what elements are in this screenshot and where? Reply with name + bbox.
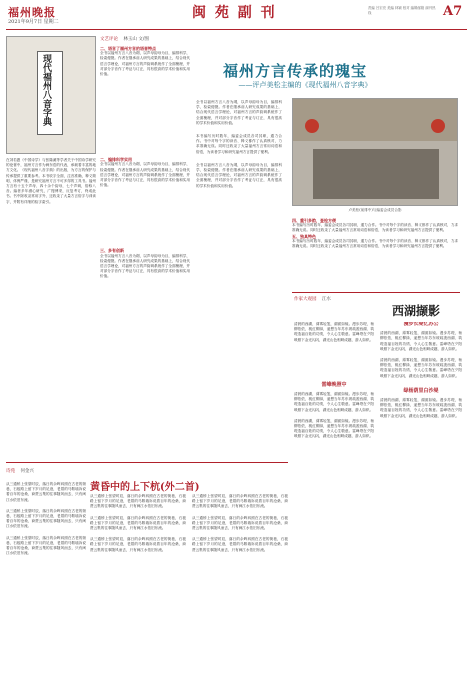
body-paragraph: 全书以福州方言八音为纲，以声母韵母为目，编排科学，检索便捷。作者在继承前人研究成果的基础上，结合现代语言学理论，对福州方言的声韵调系统作了全面梳理，并对部分字音作了考证与订正，具有很高的学术价值和实用价值。 [196,162,282,188]
page-number: A7 [443,4,463,19]
section-heading-4: 四、重引多韵，查检方便 [292,218,336,223]
book-cover-image [6,36,96,154]
westlake-tag: 作家大观园 江水 [294,297,331,302]
section-divider [6,462,288,463]
editor-info: 责编 吕宏亮 美编 林颖 校对 编辑邮箱 副刊热线 [368,6,436,15]
body-paragraph: 清晨的西湖，薄雾轻笼，湖面如镜。漫步苏堤，杨柳依依，桃红柳绿，遥想当年苏东坡疏浚西湖、筑堤造福百姓的功绩，令人心生敬意。雷峰塔在夕阳映照下金光闪闪，湖光山色相映成趣，游人如织。 [380,398,462,418]
book-title-vertical: 现代福州八音字典 [41,54,51,126]
westlake-body-left [294,322,374,690]
poem-body-mid [90,494,186,690]
body-paragraph: 清晨的西湖，薄雾轻笼，湖面如镜。漫步苏堤，杨柳依依，桃红柳绿，遥想当年苏东坡疏浚西湖、筑堤造福百姓的功绩，令人心生敬意。雷峰塔在夕阳映照下金光闪闪，湖光山色相映成趣，游人如织。 [294,322,374,342]
group-photo [292,98,458,206]
westlake-title: 西湖撷影 [392,304,441,318]
section-heading-2: 二、编排科学实用 [100,157,132,163]
poem-body-right [192,494,288,690]
poem-title: 黄昏中的上下杭(外二首) [90,482,200,493]
body-paragraph: 清晨的西湖，薄雾轻笼，湖面如镜。漫步苏堤，杨柳依依，桃红柳绿，遥想当年苏东坡疏浚西湖、筑堤造福百姓的功绩，令人心生敬意。雷峰塔在夕阳映照下金光闪闪，湖光山色相映成趣，游人如织。 [294,392,374,412]
poem-stanza: 从三通桥上张望时辰，落日的余晖斜照在古老的街巷，石板路上留下岁月的足迹，老厝的马鞍墙诉说着百年的沧桑，商贾云集的往事随风而去，只有闽江水依旧东流。 [90,494,186,509]
section-brand: 闽 苑 副 刊 [192,5,277,21]
subheading-leifeng: 雷峰晚照中 [321,381,347,388]
section-heading-3: 三、多有创新 [100,248,124,254]
body-paragraph: 全书以福州方言八音为纲，以声母韵母为目，编排科学，检索便捷。作者在继承前人研究成果的基础上，结合现代语言学理论，对福州方言的声韵调系统作了全面梳理，并对部分字音作了考证与订正，具有很高的学术价值和实用价值。 [100,162,190,188]
poem-stanza: 从三通桥上张望时辰，落日的余晖斜照在古老的街巷，石板路上留下岁月的足迹，老厝的马鞍墙诉说着百年的沧桑，商贾云集的往事随风而去，只有闽江水依旧东流。 [192,537,288,552]
section-heading-5: 五、独具特色 [292,233,316,239]
body-paragraph: 全书以福州方言八音为纲，以声母韵母为目，编排科学，检索便捷。作者在继承前人研究成果的基础上，结合现代语言学理论，对福州方言的声韵调系统作了全面梳理，并对部分字音作了考证与订正，具有很高的学术价值和实用价值。 [196,100,282,125]
newspaper-logo: 福州晚报 [8,6,56,19]
poem-stanza: 从三通桥上张望时辰，落日的余晖斜照在古老的街巷，石板路上留下岁月的足迹，老厝的马鞍墙诉说着百年的沧桑，商贾云集的往事随风而去，只有闽江水依旧东流。 [90,537,186,552]
poem-stanza: 从三通桥上张望时辰，落日的余晖斜照在古老的街巷，石板路上留下岁月的足迹，老厝的马鞍墙诉说着百年的沧桑，商贾云集的往事随风而去，只有闽江水依旧东流。 [192,494,288,509]
westlake-body-right [380,322,462,690]
poem-stanza: 从三通桥上张望时辰，落日的余晖斜照在古老的街巷，石板路上留下岁月的足迹，老厝的马鞍墙诉说着百年的沧桑，商贾云集的往事随风而去，只有闽江水依旧东流。 [6,535,86,556]
body-paragraph: 清晨的西湖，薄雾轻笼，湖面如镜。漫步苏堤，杨柳依依，桃红柳绿，遥想当年苏东坡疏浚西湖、筑堤造福百姓的功绩，令人心生敬意。雷峰塔在夕阳映照下金光闪闪，湖光山色相映成趣，游人如织。 [380,358,462,378]
poem-stanza: 从三通桥上张望时辰，落日的余晖斜照在古老的街巷，石板路上留下岁月的足迹，老厝的马鞍墙诉说着百年的沧桑，商贾云集的往事随风而去，只有闽江水依旧东流。 [6,508,86,529]
body-paragraph: 全书以福州方言八音为纲，以声母韵母为目，编排科学，检索便捷。作者在继承前人研究成果的基础上，结合现代语言学理论，对福州方言的声韵调系统作了全面梳理，并对部分字音作了考证与订正，具有很高的学术价值和实用价值。 [100,51,190,77]
subheading-baisha: 绿杨荫里白沙堤 [403,387,439,394]
section-tag: 文艺评论 林玉山 文/图 [100,37,149,42]
poetry-tag: 诗苑 何金兴 [6,469,34,474]
section-divider [292,292,460,293]
body-paragraph: 本书编写历时数年，编委会成员各司其职，通力合作。书中对每个字的读音、释义都作了认真核对，力求准确无误。同时还收录了大量福州方言常用词语和俗语，为读者学习和研究福州方言提供了便利。 [292,238,458,249]
subheading-sudi: 漫步长堤忆苏公 [403,322,439,327]
body-paragraph: 清晨的西湖，薄雾轻笼，湖面如镜。漫步苏堤，杨柳依依，桃红柳绿，遥想当年苏东坡疏浚西湖、筑堤造福百姓的功绩，令人心生敬意。雷峰塔在夕阳映照下金光闪闪，湖光山色相映成趣，游人如织。 [294,418,374,439]
photo-caption: 卢美松(前排中)与编委会成员合影 [348,208,402,212]
main-subtitle: ——评卢美松主编的《现代福州八音字典》 [238,81,372,89]
body-paragraph: 清晨的西湖，薄雾轻笼，湖面如镜。漫步苏堤，杨柳依依，桃红柳绿，遥想当年苏东坡疏浚西湖、筑堤造福百姓的功绩，令人心生敬意。雷峰塔在夕阳映照下金光闪闪，湖光山色相映成趣，游人如织。 [380,331,462,351]
left-article-body: 在刘若愚《中国诗学》与张隆溪等学者关于中国诗学研究的论著中，福州方言作为闽东语的代表，承载着丰富的地方文化。《现代福州八音字典》的出版，为方言的保护与传承提供了重要参考。本书收字全面，注音准确，释义简明，体例严谨，是研究福州方言不可多得的工具书。福州方言有十五个声母、四十余个韵母，七个声调，俗称八音。编者多年潜心研究，广搜博采，反复考订，终成此书。书中除收录常用字外，还收录了大量方言俗字与训读字，并附有详细的检字索引。 [6,158,96,204]
poem-stanza: 从三通桥上张望时辰，落日的余晖斜照在古老的街巷，石板路上留下岁月的足迹，老厝的马鞍墙诉说着百年的沧桑，商贾云集的往事随风而去，只有闽江水依旧东流。 [192,515,288,531]
author-byline: 林玉山 文/图 [123,37,149,42]
main-title: 福州方言传承的瑰宝 [222,62,367,80]
poem-stanza: 从三通桥上张望时辰，落日的余晖斜照在古老的街巷，石板路上留下岁月的足迹，老厝的马鞍墙诉说着百年的沧桑，商贾云集的往事随风而去，只有闽江水依旧东流。 [6,482,86,502]
right-article-body [292,218,458,288]
poem-body-left [6,470,86,690]
section-heading-1: 二、语言了福州方言的语音特点 [100,46,156,51]
issue-date: 2021年9月7日 星期二 [8,19,59,25]
center-article-body [196,100,282,454]
body-paragraph: 全书以福州方言八音为纲，以声母韵母为目，编排科学，检索便捷。作者在继承前人研究成果的基础上，结合现代语言学理论，对福州方言的声韵调系统作了全面梳理，并对部分字音作了考证与订正，具有很高的学术价值和实用价值。 [100,253,190,279]
body-paragraph: 本书编写历时数年，编委会成员各司其职，通力合作。书中对每个字的读音、释义都作了认真核对，力求准确无误。同时还收录了大量福州方言常用词语和俗语，为读者学习和研究福州方言提供了便利。 [292,223,458,233]
body-paragraph: 本书编写历时数年，编委会成员各司其职，通力合作。书中对每个字的读音、释义都作了认真核对，力求准确无误。同时还收录了大量福州方言常用词语和俗语，为读者学习和研究福州方言提供了便利。 [196,134,282,154]
mid-article-body [100,46,190,454]
poem-stanza: 从三通桥上张望时辰，落日的余晖斜照在古老的街巷，石板路上留下岁月的足迹，老厝的马鞍墙诉说着百年的沧桑，商贾云集的往事随风而去，只有闽江水依旧东流。 [90,515,186,531]
